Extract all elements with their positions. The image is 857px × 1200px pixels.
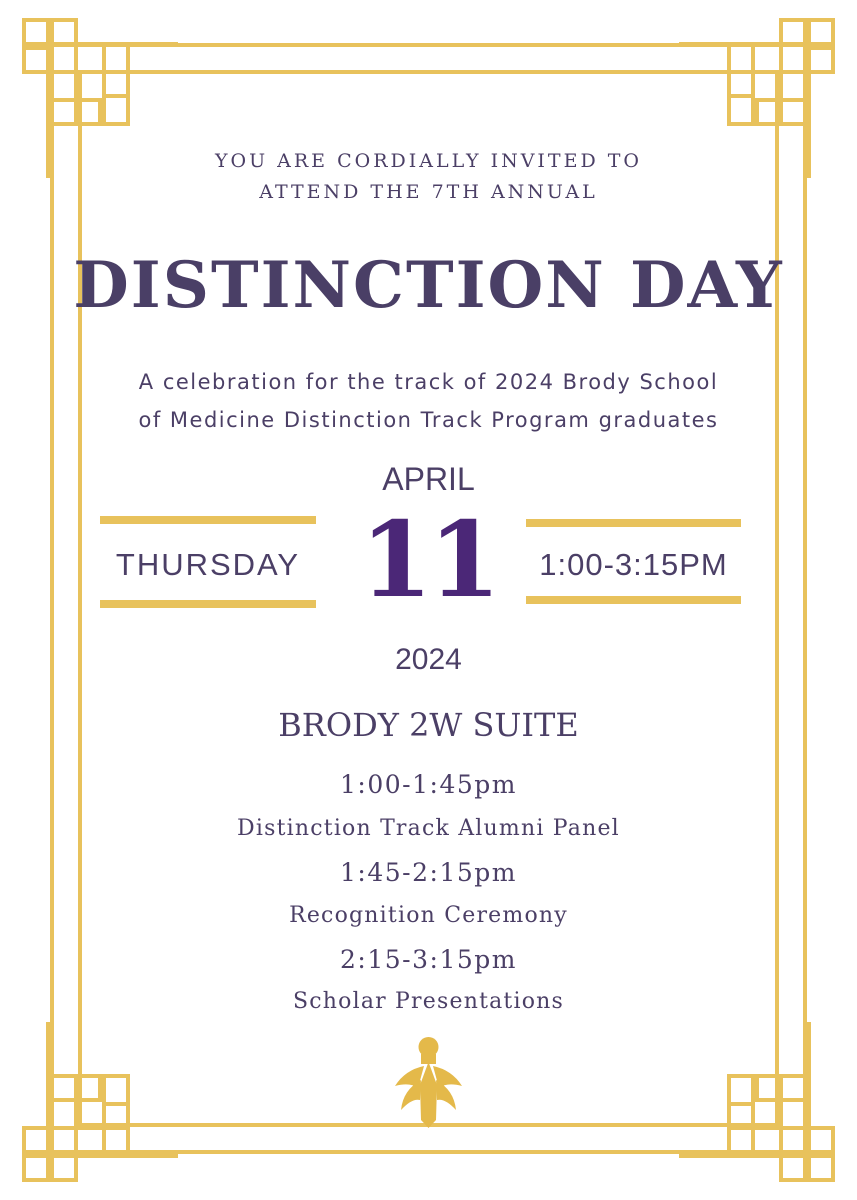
subtitle-line-2: of Medicine Distinction Track Program graduates bbox=[138, 408, 719, 432]
intro-line-2: ATTEND THE 7TH ANNUAL bbox=[259, 181, 598, 203]
gold-fan-ornament-icon bbox=[395, 1037, 462, 1128]
event-month: APRIL bbox=[382, 461, 475, 497]
event-venue: BRODY 2W SUITE bbox=[278, 706, 579, 744]
event-year: 2024 bbox=[395, 643, 462, 676]
schedule-time-2: 1:45-2:15pm bbox=[340, 858, 517, 887]
event-title: DISTINCTION DAY bbox=[73, 248, 784, 323]
event-weekday: THURSDAY bbox=[115, 547, 301, 582]
event-day: 11 bbox=[360, 498, 497, 621]
event-subtitle bbox=[0, 363, 857, 439]
schedule-event-3: Scholar Presentations bbox=[292, 989, 565, 1014]
schedule-event-1: Distinction Track Alumni Panel bbox=[237, 816, 620, 841]
event-time: 1:00-3:15PM bbox=[539, 547, 728, 582]
intro-line-1: YOU ARE CORDIALLY INVITED TO bbox=[214, 150, 642, 172]
schedule-event-2: Recognition Ceremony bbox=[289, 903, 568, 928]
schedule-time-1: 1:00-1:45pm bbox=[340, 770, 517, 799]
schedule-time-3: 2:15-3:15pm bbox=[340, 945, 517, 974]
intro-text bbox=[0, 146, 857, 208]
subtitle-line-1: A celebration for the track of 2024 Brody School bbox=[138, 370, 719, 394]
